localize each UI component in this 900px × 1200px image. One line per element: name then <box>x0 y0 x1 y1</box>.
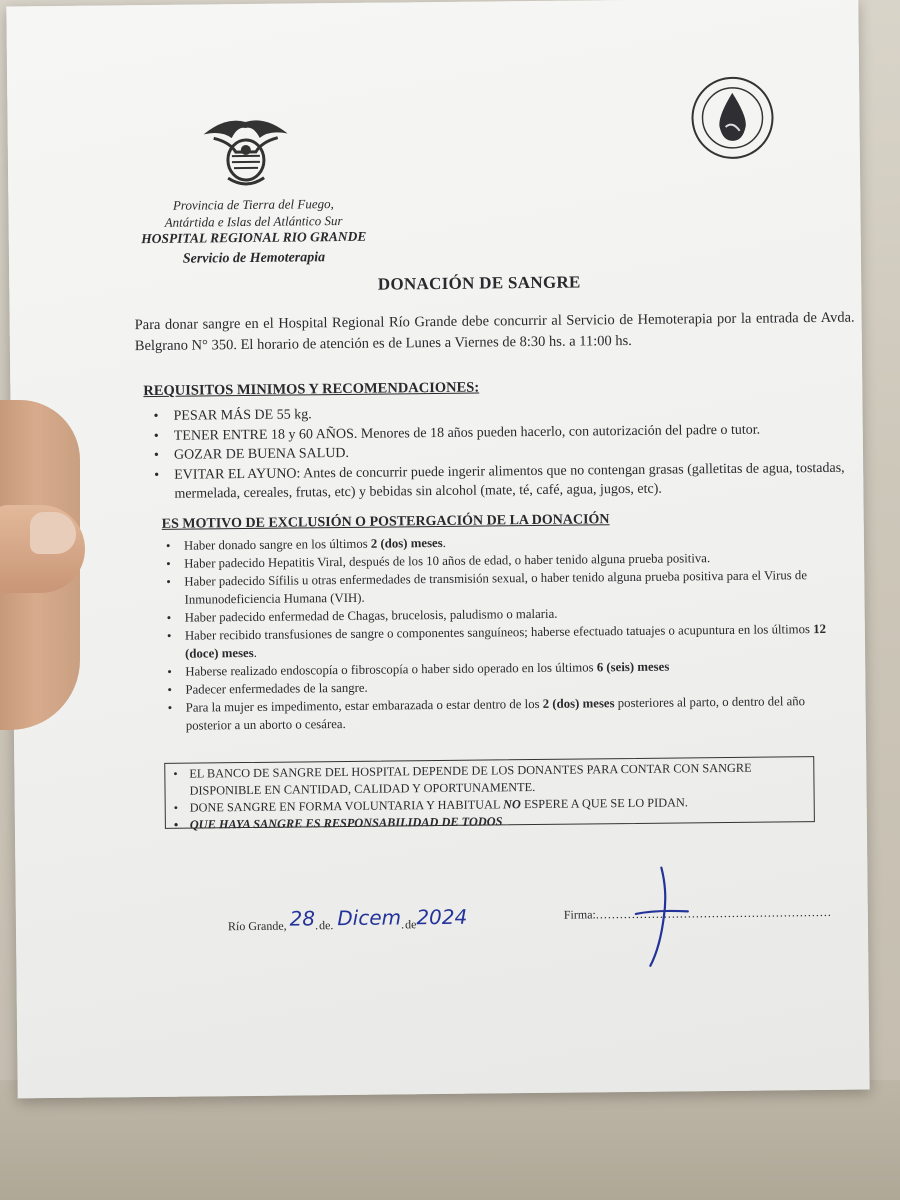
list-item: • Haber padecido enfermedad de Chagas, brucelosis, paludismo o malaria. <box>166 606 558 625</box>
notice-item: • EL BANCO DE SANGRE DEL HOSPITAL DEPENDE DE LOS DONANTES PARA CONTAR CON SANGRE DISPONIBLE EN CANTIDAD, CALIDAD Y OPORTUNAMENTE. <box>173 760 752 798</box>
signature-icon <box>625 861 696 972</box>
service-name: Servicio de Hemoterapia <box>182 250 326 267</box>
requirements-list <box>146 400 847 505</box>
list-item: • Haber recibido transfusiones de sangre o componentes sanguíneos; haberse efectuado tatuajes o acupuntura en los últimos 12 (doce) meses. <box>166 621 827 661</box>
requirement-text: GOZAR DE BUENA SALUD. <box>173 445 350 463</box>
list-item: • Haber padecido Sífilis u otras enfermedades de transmisión sexual, o haber tenido alguna prueba positiva para el Virus de Inmunodeficiencia Humana (VIH). <box>166 568 808 607</box>
hospital-name: HOSPITAL REGIONAL RIO GRANDE <box>141 228 367 247</box>
signature-label: Firma: <box>563 907 596 922</box>
notice-box <box>164 756 815 832</box>
place-date-line: Río Grande, 28.de. Dicem.de2024 <box>227 904 468 934</box>
exclusions-list <box>162 530 834 735</box>
list-item: • Haber padecido Hepatitis Viral, después de los 10 años de edad, o haber tenido alguna prueba positiva. <box>166 551 711 571</box>
list-item: • GOZAR DE BUENA SALUD. <box>153 445 350 463</box>
signature-line: Firma:........................................................... <box>563 904 832 922</box>
notice-item: • DONE SANGRE EN FORMA VOLUNTARIA Y HABITUAL NO ESPERE A QUE SE LO PIDAN. <box>173 795 688 815</box>
province-seal-icon <box>195 111 296 192</box>
thumbnail <box>30 512 76 554</box>
blood-bank-logo-icon <box>689 74 776 161</box>
donation-flyer <box>6 0 869 1098</box>
exclusions-heading: ES MOTIVO DE EXCLUSIÓN O POSTERGACIÓN DE LA DONACIÓN <box>161 512 610 532</box>
notice-item: • QUE HAYA SANGRE ES RESPONSABILIDAD DE TODOS <box>173 814 503 832</box>
intro-paragraph: Para donar sangre en el Hospital Regional Río Grande debe concurrir al Servicio de Hemoterapia por la entrada de Avda. Belgrano N° 350. El horario de atención es de Lunes a Viernes de 8:30 hs. a 11:00 hs. <box>134 309 855 355</box>
handwritten-month: Dicem <box>337 905 402 931</box>
handwritten-year: 2024 <box>416 904 468 930</box>
handwritten-day: 28 <box>289 906 316 931</box>
list-item: • PESAR MÁS DE 55 kg. <box>153 407 312 424</box>
document-title: DONACIÓN DE SANGRE <box>377 272 581 294</box>
list-item: • Padecer enfermedades de la sangre. <box>167 680 368 697</box>
list-item: • Haberse realizado endoscopía o fibroscopía o haber sido operado en los últimos 6 (seis) meses <box>167 659 670 679</box>
province-name <box>138 195 368 231</box>
province-line-1: Provincia de Tierra del Fuego, <box>172 196 334 213</box>
requirement-text: EVITAR EL AYUNO: Antes de concurrir puede ingerir alimentos que no contengan grasas (galletitas de agua, tostadas, mermelada, cereales, frutas, etc) y bebidas sin alcohol (mate, té, café, agua, jugos, etc). <box>174 460 845 502</box>
requirement-text: PESAR MÁS DE 55 kg. <box>173 407 312 424</box>
list-item: • Haber donado sangre en los últimos 2 (dos) meses. <box>165 535 446 553</box>
requirement-text: TENER ENTRE 18 y 60 AÑOS. Menores de 18 años pueden hacerlo, con autorización del padre o tutor. <box>173 422 761 444</box>
place-label: Río Grande, <box>227 918 287 934</box>
province-line-2: Antártida e Islas del Atlántico Sur <box>164 212 343 230</box>
floor <box>0 1080 900 1200</box>
list-item: • Para la mujer es impedimento, estar embarazada o estar dentro de los 2 (dos) meses posteriores al parto, o dentro del año posterior a un aborto o cesárea. <box>167 694 806 733</box>
list-item: • TENER ENTRE 18 y 60 AÑOS. Menores de 18 años pueden hacerlo, con autorización del padre o tutor. <box>153 422 761 444</box>
list-item: • EVITAR EL AYUNO: Antes de concurrir puede ingerir alimentos que no contengan grasas (galletitas de agua, tostadas, mermelada, cereales, frutas, etc) y bebidas sin alcohol (mate, té, café, agua, jugos, etc). <box>154 460 845 502</box>
requirements-heading: REQUISITOS MINIMOS Y RECOMENDACIONES: <box>143 379 480 400</box>
